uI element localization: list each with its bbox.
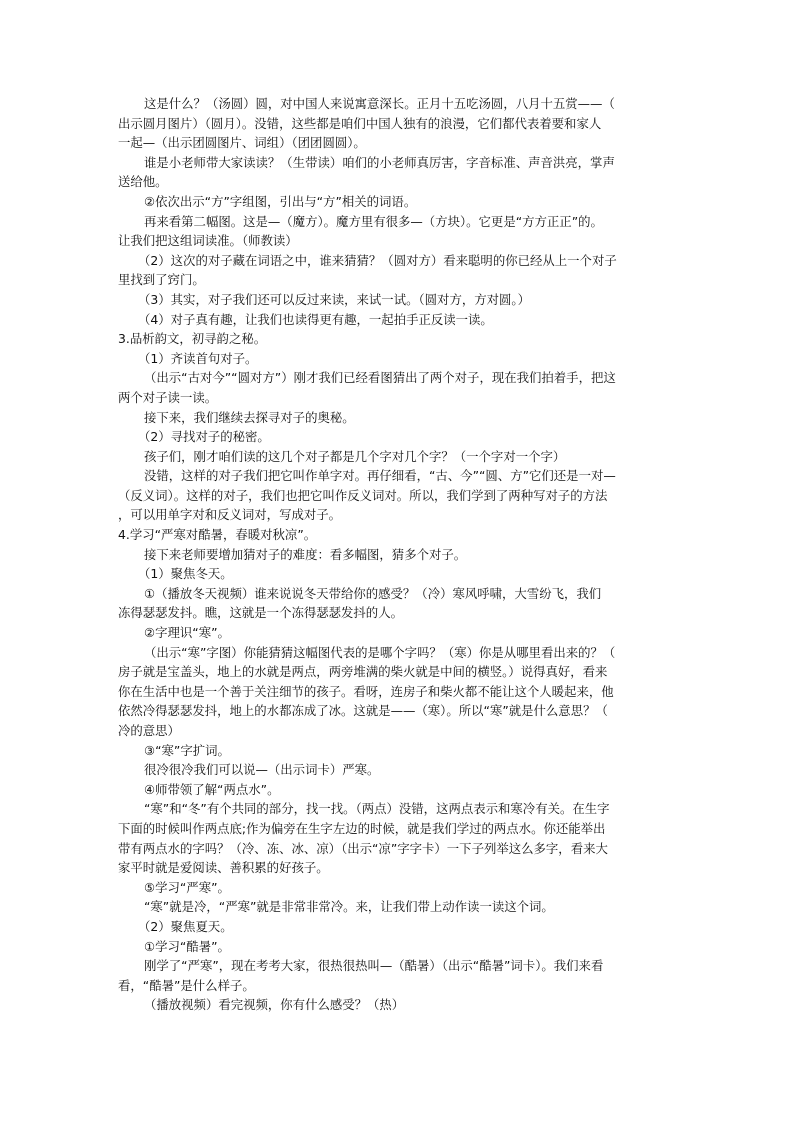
text-line: ③“寒”字扩词。 [144,742,230,758]
text-line: 里找到了窍门。 [118,272,205,288]
text-line: 再来看第二幅图。这是—（魔方）。魔方里有很多—（方块）。它更是“方方正正”的。 [144,213,603,229]
document-page [118,94,674,1015]
text-line: （播放视频）看完视频，你有什么感受？（热） [144,997,405,1013]
text-line: ，可以用单字对和反义词对，写成对子。 [118,507,342,523]
text-line: 接下来，我们继续去探寻对子的奥秘。 [144,409,355,425]
text-line: 依然冷得瑟瑟发抖，地上的水都冻成了冰。这就是——（寒）。所以“寒”就是什么意思？（ [118,703,608,719]
text-line: 房子就是宝盖头，地上的水就是两点，两旁堆满的柴火就是中间的横竖。）说得真好，看来 [118,664,608,680]
text-line: 下面的时候叫作两点底;作为偏旁在生字左边的时候，就是我们学过的两点水。你还能举出 [118,820,606,836]
text-line: （2）寻找对子的秘密。 [138,429,270,445]
text-line: ②依次出示“方”字组图，引出与“方”相关的词语。 [144,193,417,209]
text-line: ①（播放冬天视频）谁来说说冬天带给你的感受？（冷）寒风呼啸，大雪纷飞，我们 [144,585,602,601]
text-line: （3）其实，对子我们还可以反过来读，来试一试。（圆对方，方对圆。） [138,291,530,307]
text-line: “寒”就是冷，“严寒”就是非常非常冷。来，让我们带上动作读一读这个词。 [144,899,554,915]
text-line: （2）这次的对子藏在词语之中，谁来猜猜？（圆对方）看来聪明的你已经从上一个对子 [138,252,617,268]
text-line: 两个对子读一读。 [118,389,218,405]
section-heading: 4.学习“严寒对酷暑，春暖对秋凉”。 [118,527,317,543]
text-line: ①学习“酷暑”。 [144,938,230,954]
text-line: （1）聚焦冬天。 [138,566,233,582]
text-line: 家平时就是爱阅读、善积累的好孩子。 [118,860,329,876]
text-line: “寒”和“冬”有个共同的部分，找一找。（两点）没错，这两点表示和寒冷有关。在生字 [144,801,610,817]
text-line: 看，“酷暑”是什么样子。 [118,977,255,993]
text-line: 冻得瑟瑟发抖。瞧，这就是一个冻得瑟瑟发抖的人。 [118,605,403,621]
text-line: 带有两点水的字吗？（冷、冻、冰、凉）（出示“凉”字字卡）一下子列举这么多字，看来大 [118,840,608,856]
text-line: 谁是小老师带大家读读？（生带读）咱们的小老师真厉害，字音标准、声音洪亮，掌声 [144,154,615,170]
text-line: 你在生活中也是一个善于关注细节的孩子。看呀，连房子和柴火都不能让这个人暖起来，他 [118,683,614,699]
text-line: （反义词）。这样的对子，我们也把它叫作反义词对。所以，我们学到了两种写对子的方法 [118,487,608,503]
text-line: ②字理识“寒”。 [144,625,230,641]
text-line: 出示圆月图片）（圆月）。没错，这些都是咱们中国人独有的浪漫，它们都代表着要和家人 [118,115,602,131]
text-line: （1）齐读首句对子。 [138,350,258,366]
section-heading: 3.品析韵文，初寻韵之秘。 [118,331,267,347]
text-line: 接下来老师要增加猜对子的难度：看多幅图，猜多个对子。 [144,546,467,562]
text-line: 一起—（出示团圆图片、词组）（团团圆圆）。 [118,135,366,151]
text-line: ④师带领了解“两点水”。 [144,781,280,797]
text-line: 让我们把这组词读准。（师教读） [118,233,298,249]
text-line: 没错，这样的对子我们把它叫作单字对。再仔细看，“古、今”“圆、方”它们还是一对— [144,468,616,484]
text-line: 这是什么？（汤圆）圆，对中国人来说寓意深长。正月十五吃汤圆，八月十五赏——（ [144,96,615,111]
text-line: 刚学了“严寒”，现在考考大家，很热很热叫—（酷暑）（出示“酷暑”词卡）。我们来看 [144,958,604,974]
text-line: 很冷很冷我们可以说—（出示词卡）严寒。 [144,762,380,778]
text-line: 送给他。 [118,174,168,190]
text-line: 孩子们，刚才咱们读的这几个对子都是几个字对几个字？（一个字对一个字） [144,448,566,464]
text-line: 冷的意思） [118,723,180,738]
text-line: ⑤学习“严寒”。 [144,879,230,895]
text-line: （出示“古对今”“圆对方”）刚才我们已经看图猜出了两个对子，现在我们拍着手，把这 [144,370,616,386]
text-line: （4）对子真有趣，让我们也读得更有趣，一起拍手正反读一读。 [138,311,493,327]
text-line: （2）聚焦夏天。 [138,918,233,934]
text-line: （出示“寒”字图）你能猜猜这幅图代表的是哪个字吗？（寒）你是从哪里看出来的？（ [144,644,616,660]
